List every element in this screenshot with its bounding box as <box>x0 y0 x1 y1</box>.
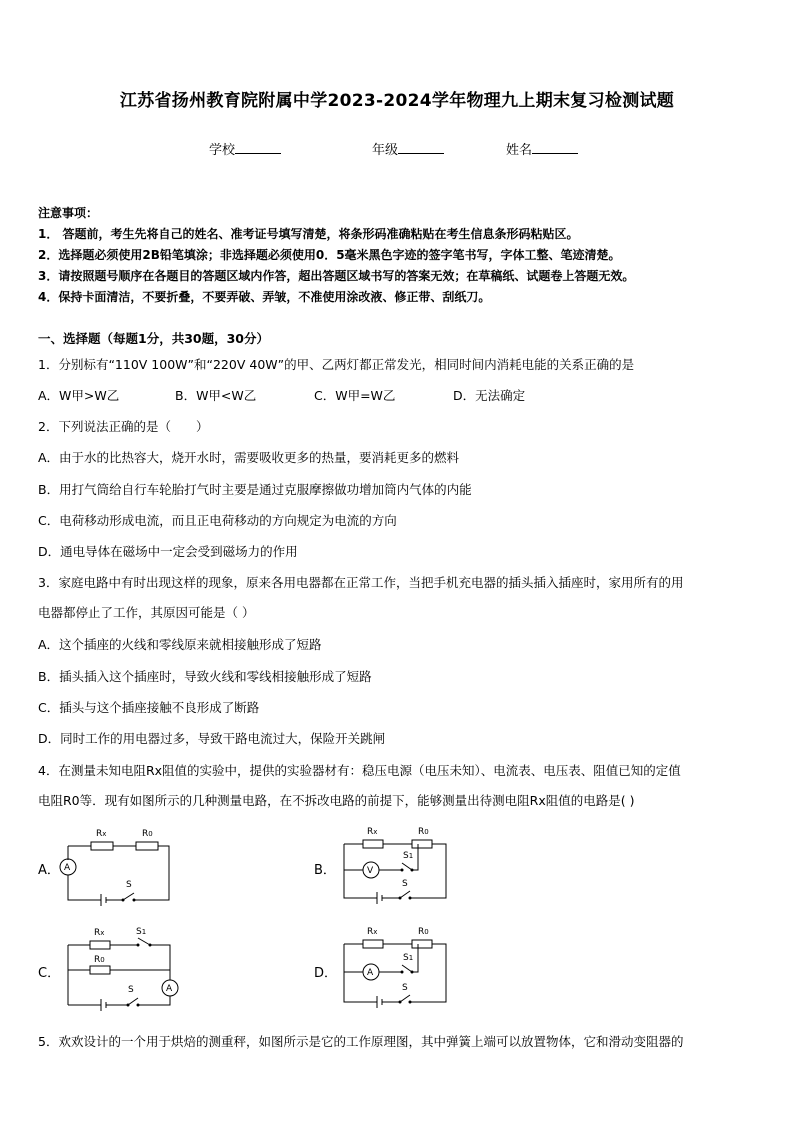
circuit-diagram-a <box>58 820 178 910</box>
q4-option-d-label: D． <box>314 966 338 981</box>
r0-label: R0 <box>142 829 153 839</box>
school-blank[interactable] <box>235 140 281 154</box>
grade-field: 年级 <box>372 139 444 158</box>
switch-label: S <box>128 985 134 995</box>
q2-option-d: D．通电导体在磁场中一定会受到磁场力的作用 <box>38 544 298 559</box>
name-field: 姓名 <box>506 139 578 158</box>
switch-icon <box>400 995 410 1002</box>
exam-title: 江苏省扬州教育院附属中学2023-2024学年物理九上期末复习检测试题 <box>119 91 675 111</box>
switch-icon <box>128 998 138 1005</box>
s1-label: S1 <box>403 851 414 861</box>
r0-label: R0 <box>94 955 105 965</box>
grade-blank[interactable] <box>398 140 444 154</box>
switch-label: S <box>402 983 408 993</box>
q2-option-c: C．电荷移动形成电流，而且正电荷移动的方向规定为电流的方向 <box>38 513 397 528</box>
circuit-diagram-b <box>340 820 455 910</box>
q1-option-a: A．W甲>W乙 <box>38 388 120 403</box>
school-field: 学校 <box>209 139 281 158</box>
r0-label: R0 <box>418 927 429 937</box>
q3-option-a: A．这个插座的火线和零线原来就相接触形成了短路 <box>38 637 322 652</box>
r0-label: R0 <box>418 827 429 837</box>
ammeter-label: A <box>367 968 374 978</box>
rx-label: Rx <box>367 827 378 837</box>
s1-label: S1 <box>403 953 414 963</box>
notice-item: 3．请按照题号顺序在各题目的答题区域内作答，超出答题区域书写的答案无效；在草稿纸、试题卷上答题无效。 <box>38 269 635 283</box>
voltmeter-label: V <box>367 866 374 876</box>
rx-label: Rx <box>96 829 107 839</box>
switch-label: S <box>126 880 132 890</box>
q3-option-d: D．同时工作的用电器过多，导致干路电流过大，保险开关跳闸 <box>38 731 386 746</box>
q4-stem-line1: 4．在测量未知电阻Rx阻值的实验中，提供的实验器材有：稳压电源（电压未知）、电流表、电压表、阻值已知的定值 <box>38 763 681 778</box>
q1-option-d: D．无法确定 <box>453 388 526 403</box>
q2-stem: 2．下列说法正确的是（ ） <box>38 419 209 434</box>
q3-option-c: C．插头与这个插座接触不良形成了断路 <box>38 700 260 715</box>
q3-option-b: B．插头插入这个插座时，导致火线和零线相接触形成了短路 <box>38 669 372 684</box>
q4-option-c-label: C． <box>38 966 61 981</box>
ammeter-label: A <box>166 984 173 994</box>
ammeter-label: A <box>64 863 71 873</box>
q1-option-b: B．W甲<W乙 <box>175 388 257 403</box>
notice-item: 4．保持卡面清洁，不要折叠，不要弄破、弄皱，不准使用涂改液、修正带、刮纸刀。 <box>38 290 491 304</box>
circuit-diagram-d <box>340 922 455 1012</box>
q1-option-c: C．W甲=W乙 <box>314 388 396 403</box>
q4-option-b-label: B． <box>314 863 336 878</box>
q5-stem: 5．欢欢设计的一个用于烘焙的测重秤，如图所示是它的工作原理图，其中弹簧上端可以放置物体，它和滑动变阻器的 <box>38 1034 684 1049</box>
q4-option-a-label: A． <box>38 863 60 878</box>
q1-stem: 1．分别标有“110V 100W”和“220V 40W”的甲、乙两灯都正常发光，相同时间内消耗电能的关系正确的是 <box>38 357 635 372</box>
section-heading: 一、选择题（每题1分，共30题，30分） <box>38 331 269 346</box>
battery-icon <box>377 892 382 904</box>
notice-heading: 注意事项： <box>38 206 99 220</box>
circuit-diagram-c <box>58 922 183 1012</box>
switch-icon <box>400 891 410 898</box>
battery-icon <box>377 996 382 1008</box>
rx-label: Rx <box>367 927 378 937</box>
q3-stem-line1: 3．家庭电路中有时出现这样的现象，原来各用电器都在正常工作，当把手机充电器的插头插入插座时，家用所有的用 <box>38 575 684 590</box>
switch-label: S <box>402 879 408 889</box>
name-blank[interactable] <box>532 140 578 154</box>
switch-icon <box>123 893 134 900</box>
battery-icon <box>101 999 106 1011</box>
q4-stem-line2: 电阻R0等．现有如图所示的几种测量电路，在不拆改电路的前提下，能够测量出待测电阻Rx阻值的电路是( ) <box>38 793 635 808</box>
q2-option-b: B．用打气筒给自行车轮胎打气时主要是通过克服摩擦做功增加筒内气体的内能 <box>38 482 472 497</box>
battery-icon <box>101 894 106 906</box>
q2-option-a: A．由于水的比热容大，烧开水时，需要吸收更多的热量，要消耗更多的燃料 <box>38 450 460 465</box>
notice-item: 2．选择题必须使用2B铅笔填涂；非选择题必须使用0．5毫米黑色字迹的签字笔书写，字体工整、笔迹清楚。 <box>38 248 621 262</box>
q3-stem-line2: 电器都停止了工作，其原因可能是（ ） <box>38 605 255 620</box>
s1-label: S1 <box>136 927 147 937</box>
rx-label: Rx <box>94 928 105 938</box>
notice-item: 1． 答题前，考生先将自己的姓名、准考证号填写清楚，将条形码准确粘贴在考生信息条形码粘贴区。 <box>38 227 579 241</box>
